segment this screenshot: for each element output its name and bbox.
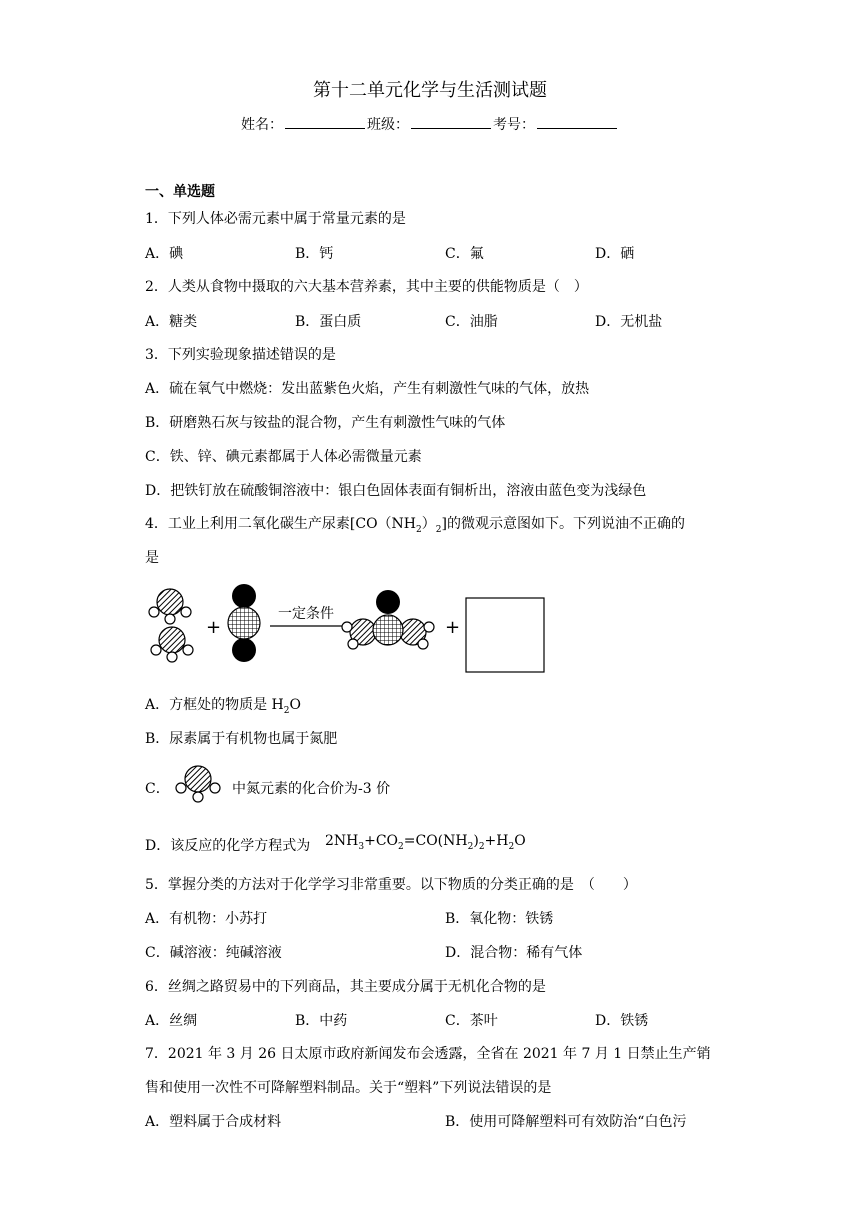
section-heading: 一、单选题	[145, 184, 215, 200]
q1-option-c[interactable]: C．氟	[445, 246, 484, 262]
q7-option-a[interactable]: A．塑料属于合成材料	[145, 1114, 282, 1130]
q3-option-d[interactable]: D．把铁钉放在硫酸铜溶液中：银白色固体表面有铜析出，溶液由蓝色变为浅绿色	[145, 483, 647, 499]
q5-option-c[interactable]: C．碱溶液：纯碱溶液	[145, 945, 282, 961]
q3-stem: 3．下列实验现象描述错误的是	[145, 347, 336, 363]
ammonia-molecule-bottom	[151, 627, 193, 662]
q6-option-d[interactable]: D．铁锈	[595, 1013, 649, 1029]
q1-option-a[interactable]: A．碘	[145, 246, 184, 262]
exam-number-label: 考号：	[493, 117, 535, 133]
q3-option-b[interactable]: B．研磨熟石灰与铵盐的混合物，产生有刺激性气味的气体	[145, 415, 506, 431]
q4-option-d[interactable]: D．该反应的化学方程式为	[145, 838, 311, 854]
reaction-condition-label: 一定条件	[278, 606, 334, 622]
unknown-product-box	[466, 598, 544, 672]
q5-option-d[interactable]: D．混合物：稀有气体	[445, 945, 583, 961]
q6-option-c[interactable]: C．茶叶	[445, 1013, 498, 1029]
q6-stem: 6．丝绸之路贸易中的下列商品，其主要成分属于无机化合物的是	[145, 979, 546, 995]
q2-option-c[interactable]: C．油脂	[445, 314, 498, 330]
ammonia-molecule-icon	[172, 762, 228, 806]
q1-option-d[interactable]: D．硒	[595, 246, 635, 262]
q4-stem-line1: 4．工业上利用二氧化碳生产尿素$[CO(NH_2)_2]$的微观示意图如下。下列说油不正确的	[145, 516, 685, 535]
q5-option-b[interactable]: B．氧化物：铁锈	[445, 911, 554, 927]
q3-option-c[interactable]: C．铁、锌、碘元素都属于人体必需微量元素	[145, 449, 422, 465]
student-info-line	[0, 114, 860, 134]
ammonia-molecule-top	[149, 589, 191, 624]
q4-option-a[interactable]: A．方框处的物质是 $H_2O$	[145, 697, 301, 716]
exam-number-blank[interactable]	[537, 114, 617, 129]
name-label: 姓名：	[241, 117, 283, 133]
plus-sign-2: +	[445, 617, 461, 638]
class-blank[interactable]	[411, 114, 491, 129]
q4-option-b[interactable]: B．尿素属于有机物也属于氮肥	[145, 731, 338, 747]
q4-stem-line2: 是	[145, 550, 159, 566]
q3-option-a[interactable]: A．硫在氧气中燃烧：发出蓝紫色火焰，产生有刺激性气味的气体，放热	[145, 381, 590, 397]
q2-option-a[interactable]: A．糖类	[145, 314, 198, 330]
q2-stem: 2．人类从食物中摄取的六大基本营养素，其中主要的供能物质是（ ）	[145, 279, 588, 295]
q2-option-b[interactable]: B．蛋白质	[295, 314, 362, 330]
q5-option-a[interactable]: A．有机物：小苏打	[145, 911, 268, 927]
q7-stem-line2: 售和使用一次性不可降解塑料制品。关于“塑料”下列说法错误的是	[145, 1080, 552, 1096]
q1-stem: 1．下列人体必需元素中属于常量元素的是	[145, 211, 406, 227]
class-label: 班级：	[367, 117, 409, 133]
urea-molecule	[342, 590, 434, 649]
q6-option-a[interactable]: A．丝绸	[145, 1013, 198, 1029]
carbon-dioxide-molecule	[228, 584, 260, 662]
q4-option-c-text: 中氮元素的化合价为-3 价	[232, 781, 391, 797]
reaction-diagram	[140, 580, 560, 680]
q7-option-b[interactable]: B．使用可降解塑料可有效防治“白色污	[445, 1114, 687, 1130]
page-title: 第十二单元化学与生活测试题	[313, 80, 547, 101]
q2-option-d[interactable]: D．无机盐	[595, 314, 663, 330]
q1-option-b[interactable]: B．钙	[295, 246, 334, 262]
q5-stem: 5．掌握分类的方法对于化学学习非常重要。以下物质的分类正确的是 （ ）	[145, 877, 637, 893]
plus-sign-1: +	[206, 617, 222, 638]
chemical-equation: $2NH_3+CO_2=CO(NH_2)_2+H_2O$	[325, 833, 526, 852]
name-blank[interactable]	[285, 114, 365, 129]
q6-option-b[interactable]: B．中药	[295, 1013, 348, 1029]
q4-option-c[interactable]: C．	[145, 781, 170, 797]
q7-stem-line1: 7．2021 年 3 月 26 日太原市政府新闻发布会透露，全省在 2021 年 7 月 1 日禁止生产销	[145, 1046, 711, 1062]
